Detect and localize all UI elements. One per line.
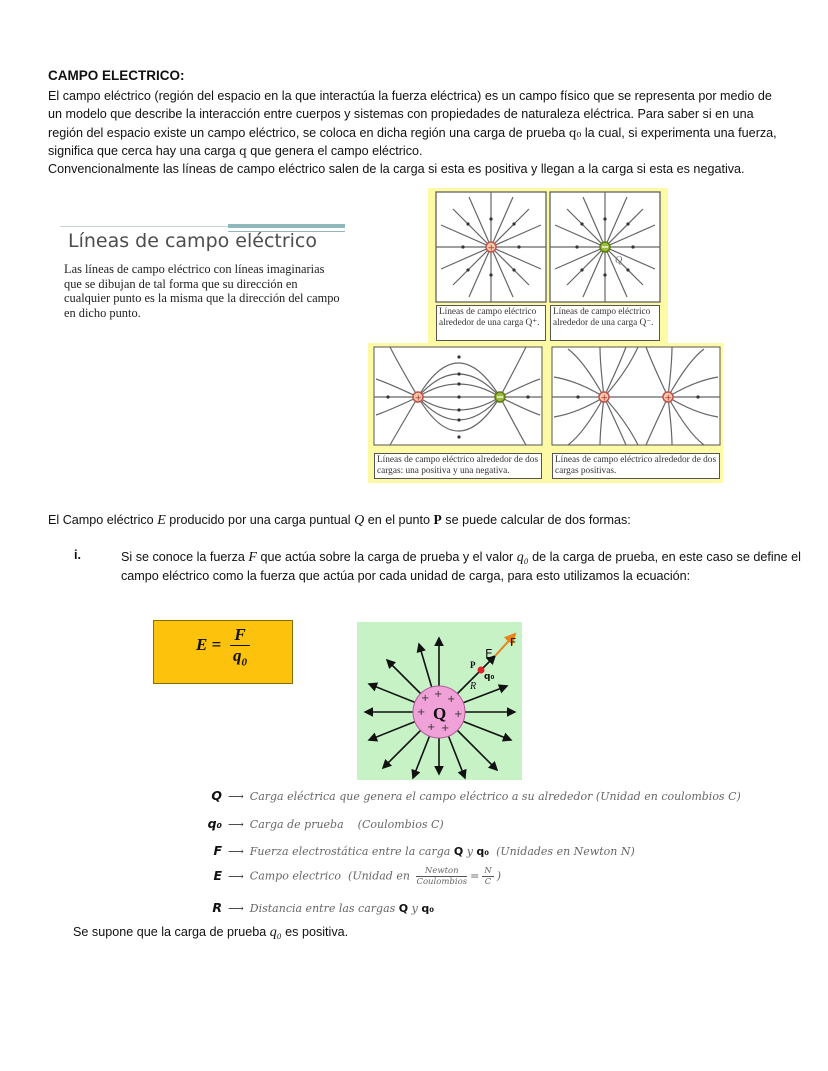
fraction-denominator: C [484, 877, 492, 887]
legend-row [190, 843, 790, 858]
svg-text:+: + [447, 694, 456, 705]
single-charge-figures [428, 188, 668, 344]
text: Si se conoce la fuerza [121, 550, 249, 564]
text: es positiva. [281, 925, 349, 939]
section-heading: CAMPO ELECTRICO: [48, 68, 185, 83]
svg-text:+: + [427, 722, 436, 733]
legend-row [190, 900, 790, 915]
svg-text:+: + [441, 723, 450, 734]
footer-note [73, 925, 348, 941]
text: y [466, 845, 473, 858]
slide-text: Las líneas de campo eléctrico con líneas imaginarias que se dibujan de tal forma que su dirección en cualquier punto es la misma que la dirección del campo en dicho punto. [64, 262, 340, 320]
legend-text: Fuerza electrostática entre la carga [249, 845, 451, 858]
fraction-denominator: Coulombios [416, 877, 468, 887]
legend-symbol: R [212, 900, 222, 915]
arrow-right-icon: ⟶ [228, 790, 244, 803]
label-F: F [510, 636, 517, 649]
intro-text: la cual, si experimenta una fuerza, significa que cerca hay una carga [48, 125, 777, 158]
svg-text:Q: Q [615, 255, 623, 266]
Q-symbol: Q [398, 902, 409, 915]
formula-equals: = [211, 635, 222, 654]
text: y [411, 902, 418, 915]
label-Q: Q [433, 704, 447, 723]
legend-symbol: q₀ [207, 816, 222, 831]
legend-unit: ) [496, 869, 502, 883]
svg-text:+: + [414, 393, 423, 404]
legend-unit: (Unidad en [348, 869, 410, 883]
arrow-right-icon: ⟶ [228, 818, 244, 831]
slide-excerpt [60, 224, 345, 334]
label-R: R [470, 681, 477, 692]
text: producido por una carga puntual [165, 513, 355, 527]
fraction-numerator: Newton [416, 866, 467, 877]
two-charge-figures [368, 343, 723, 483]
svg-text:+: + [664, 393, 673, 404]
legend-symbol: F [213, 843, 222, 858]
calculation-intro [48, 512, 631, 529]
caption-two-positive: Líneas de campo eléctrico alrededor de dos cargas positivas. [552, 453, 720, 479]
q0-symbol: q₀ [269, 925, 282, 940]
legend-text: Carga de prueba [249, 818, 344, 831]
arrow-right-icon: ⟶ [228, 869, 244, 883]
q-symbol: q [239, 143, 247, 158]
legend-text: Carga eléctrica que genera el campo eléctrico a su alrededor [249, 790, 593, 803]
list-number: i. [74, 548, 81, 562]
formula-denominator: q [233, 646, 242, 665]
legend-row [190, 788, 790, 803]
legend-symbol: E [213, 867, 222, 883]
slide-title: Líneas de campo eléctrico [68, 230, 318, 252]
q0-symbol: q₀ [516, 550, 529, 565]
unit-fraction [416, 866, 467, 887]
text: Se supone que la carga de prueba [73, 925, 270, 939]
fraction-numerator: N [484, 866, 492, 876]
legend-text: Campo electrico [249, 869, 342, 883]
text: El Campo eléctrico [48, 513, 158, 527]
q0-symbol: q₀ [476, 845, 490, 858]
divider [228, 224, 345, 228]
svg-text:+: + [454, 709, 463, 720]
caption-dipole: Líneas de campo eléctrico alrededor de dos cargas: una positiva y una negativa. [374, 453, 542, 479]
arrow-right-icon: ⟶ [228, 902, 244, 915]
text: de la carga de prueba, en este caso se define el campo eléctrico como la fuerza que actúa por cada unidad de carga, para esto utilizamos la ecuación: [121, 550, 801, 583]
intro-paragraph [48, 87, 788, 178]
svg-text:+: + [487, 243, 496, 254]
equals-sign: = [470, 869, 480, 883]
F-symbol: F [248, 550, 257, 565]
legend-symbol: Q [211, 788, 222, 803]
text: que actúa sobre la carga de prueba y el valor [256, 550, 517, 564]
svg-text:+: + [600, 393, 609, 404]
q0-symbol: q₀ [421, 902, 435, 915]
legend-unit: (Unidades en Newton N) [496, 845, 635, 858]
Q-symbol: Q [453, 845, 464, 858]
unit-fraction [482, 866, 493, 887]
legend-row [190, 816, 790, 831]
E-symbol: E [157, 513, 166, 528]
legend-unit: (Unidad en coulombios C) [595, 790, 741, 803]
legend-unit: (Coulombios C) [357, 818, 444, 831]
list-item-text [121, 548, 801, 585]
caption-positive-charge: Líneas de campo eléctrico alrededor de una carga Q⁺. [436, 305, 546, 341]
label-E: E [485, 647, 493, 661]
svg-text:+: + [421, 693, 430, 704]
Q-symbol: Q [354, 513, 365, 528]
formula-lhs: E [196, 635, 208, 654]
formula-subscript: 0 [241, 656, 247, 669]
legend-row [190, 866, 790, 887]
text: se puede calcular de dos formas: [441, 513, 631, 527]
convention-text: Convencionalmente las líneas de campo eléctrico salen de la carga si esta es positiva y llegan a la carga si esta es negativa. [48, 162, 745, 177]
field-lines-single-charges-image [428, 188, 668, 306]
caption-negative-charge: Líneas de campo eléctrico alrededor de una carga Q⁻. [550, 305, 660, 341]
text: en el punto [364, 513, 434, 527]
P-symbol: P [433, 512, 442, 527]
q0-symbol: q₀ [568, 125, 582, 140]
svg-text:+: + [434, 689, 443, 700]
label-P: P [470, 660, 476, 670]
electric-field-formula [153, 620, 293, 684]
formula-numerator: F [230, 625, 250, 646]
legend-text: Distancia entre las cargas [249, 902, 396, 915]
point-charge-field-figure [357, 622, 522, 780]
field-lines-two-charges-image [368, 343, 723, 449]
intro-text: que genera el campo eléctrico. [246, 143, 423, 158]
label-q0: q₀ [484, 672, 495, 682]
arrow-right-icon: ⟶ [228, 845, 244, 858]
radial-field-image [357, 622, 522, 780]
intro-text: El campo eléctrico (región del espacio en la que interactúa la fuerza eléctrica) es un campo físico que se representa por medio de un modelo que describe la interacción entre cuerpos y sistemas con propiedades de naturaleza eléctrica. Para saber si en una región del espacio existe un campo eléctrico, se coloca en dicha región una carga de prueba [48, 89, 772, 140]
svg-text:+: + [417, 707, 426, 718]
